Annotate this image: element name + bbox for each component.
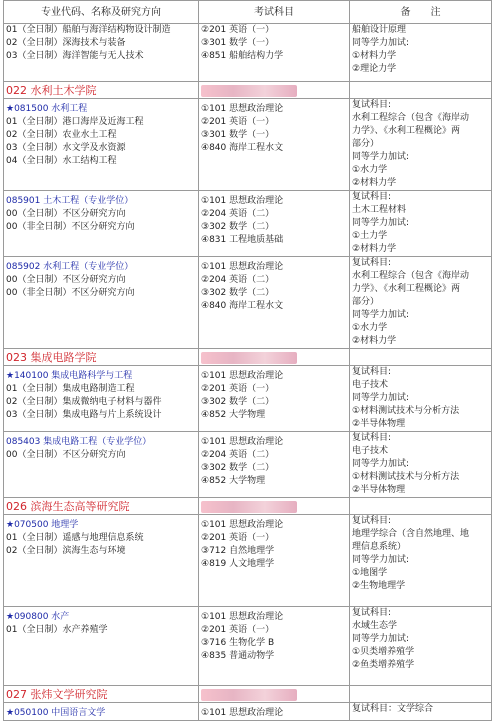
- note-line: 复试科目:: [352, 100, 392, 110]
- exam-subject: ③301 数学（一）: [201, 130, 275, 140]
- note-line: 同等学力加试:: [352, 393, 410, 403]
- note-line: 电子技术: [352, 380, 389, 390]
- major-row: [4, 432, 492, 498]
- major-row: [4, 515, 492, 607]
- exam-subject: ①101 思想政治理论: [201, 612, 284, 622]
- major-title: ★070500 地理学: [6, 520, 79, 530]
- major-row: [4, 257, 492, 349]
- redacted-cell: [199, 498, 350, 515]
- research-direction: 03（全日制）水文学及水资源: [6, 143, 126, 153]
- exam-subject: ④840 海岸工程水文: [201, 301, 284, 311]
- research-direction: 01（全日制）遥感与地理信息系统: [6, 533, 144, 543]
- exam-cell: [199, 366, 350, 432]
- exam-subject: ②201 英语（一）: [201, 117, 275, 127]
- research-direction: 03（全日制）海洋智能与无人技术: [6, 51, 144, 61]
- note-line: 同等学力加试:: [352, 38, 410, 48]
- note-line: 同等学力加试:: [352, 555, 410, 565]
- notes-cell: [350, 24, 492, 82]
- exam-subject: ③302 数学（二）: [201, 222, 275, 232]
- exam-cell: [199, 607, 350, 686]
- exam-subject: ③716 生物化学 B: [201, 638, 275, 648]
- note-line: 水利工程综合（包含《海岸动: [352, 271, 470, 281]
- exam-subject: ④852 大学物理: [201, 410, 266, 420]
- exam-subject: ④819 人文地理学: [201, 559, 275, 569]
- note-line: 力学》、《水利工程概论》两: [352, 284, 461, 294]
- note-line: 水利工程综合（包含《海岸动: [352, 113, 470, 123]
- exam-subject: ③302 数学（二）: [201, 288, 275, 298]
- exam-subject: ①101 思想政治理论: [201, 371, 284, 381]
- exam-subject: ③302 数学（二）: [201, 397, 275, 407]
- research-direction: 01（全日制）港口海岸及近海工程: [6, 117, 144, 127]
- major-row: [4, 366, 492, 432]
- college-notes-cell: [350, 686, 492, 703]
- exam-subject: ④835 普通动物学: [201, 651, 275, 661]
- redaction-blur: [201, 501, 297, 513]
- note-line: ②材料力学: [352, 244, 397, 254]
- major-cell: [4, 257, 199, 349]
- research-direction: 03（全日制）集成电路与片上系统设计: [6, 410, 162, 420]
- college-notes-cell: [350, 349, 492, 366]
- research-direction: 00（非全日制）不区分研究方向: [6, 222, 135, 232]
- notes-cell: [350, 432, 492, 498]
- note-line: 地理学综合（含自然地理、地: [352, 529, 470, 539]
- college-row: [4, 82, 492, 99]
- header-major: 专业代码、名称及研究方向: [4, 1, 199, 24]
- college-notes-cell: [350, 498, 492, 515]
- college-row: [4, 498, 492, 515]
- note-line: ②生物地理学: [352, 581, 406, 591]
- note-line: ②材料力学: [352, 336, 397, 346]
- exam-subject: ②201 英语（一）: [201, 25, 275, 35]
- major-cell: [4, 432, 199, 498]
- redacted-cell: [199, 686, 350, 703]
- redacted-cell: [199, 349, 350, 366]
- note-line: 复试科目:: [352, 367, 392, 377]
- note-line: ②半导体物理: [352, 419, 406, 429]
- exam-cell: [199, 24, 350, 82]
- exam-subject: ③301 数学（一）: [201, 38, 275, 48]
- research-direction: 01（全日制）集成电路制造工程: [6, 384, 135, 394]
- major-cell: [4, 191, 199, 257]
- major-title: ★140100 集成电路科学与工程: [6, 371, 133, 381]
- exam-subject: ①101 思想政治理论: [201, 196, 284, 206]
- exam-subject: ②201 英语（一）: [201, 384, 275, 394]
- major-row: [4, 191, 492, 257]
- note-line: 复试科目：文学综合: [352, 704, 434, 714]
- note-line: ①水力学: [352, 323, 388, 333]
- note-line: ①材料测试技术与分析方法: [352, 472, 460, 482]
- note-line: ①材料力学: [352, 51, 397, 61]
- note-line: 复试科目:: [352, 433, 392, 443]
- notes-cell: [350, 607, 492, 686]
- research-direction: 02（全日制）农业水土工程: [6, 130, 117, 140]
- note-line: 船舶设计原理: [352, 25, 407, 35]
- college-name: 022 水利土木学院: [4, 82, 199, 99]
- exam-subject: ②204 英语（二）: [201, 275, 275, 285]
- research-direction: 02（全日制）集成微纳电子材料与器件: [6, 397, 162, 407]
- table-body: [4, 24, 492, 721]
- research-direction: 00（全日制）不区分研究方向: [6, 450, 126, 460]
- exam-subject: ①101 思想政治理论: [201, 262, 284, 272]
- research-direction: 00（全日制）不区分研究方向: [6, 275, 126, 285]
- exam-cell: [199, 191, 350, 257]
- major-row: [4, 99, 492, 191]
- major-cell: [4, 366, 199, 432]
- note-line: 复试科目:: [352, 258, 392, 268]
- note-line: ②半导体物理: [352, 485, 406, 495]
- major-row: [4, 24, 492, 82]
- note-line: 部分）: [352, 297, 380, 307]
- college-row: [4, 349, 492, 366]
- major-title: 085902 水利工程（专业学位）: [6, 262, 134, 272]
- note-line: 复试科目:: [352, 516, 392, 526]
- note-line: 同等学力加试:: [352, 634, 410, 644]
- exam-cell: [199, 99, 350, 191]
- note-line: ②鱼类增养殖学: [352, 660, 415, 670]
- exam-subject: ①101 思想政治理论: [201, 520, 284, 530]
- exam-subject: ①101 思想政治理论: [201, 104, 284, 114]
- exam-subject: ④851 船舶结构力学: [201, 51, 284, 61]
- research-direction: 02（全日制）滨海生态与环境: [6, 546, 126, 556]
- note-line: ①土力学: [352, 231, 388, 241]
- notes-cell: [350, 99, 492, 191]
- exam-subject: ③302 数学（二）: [201, 463, 275, 473]
- college-name: 023 集成电路学院: [4, 349, 199, 366]
- major-cell: [4, 515, 199, 607]
- college-notes-cell: [350, 82, 492, 99]
- college-row: [4, 686, 492, 703]
- notes-cell: [350, 366, 492, 432]
- major-cell: [4, 24, 199, 82]
- header-row: [4, 1, 492, 24]
- exam-subject: ④840 海岸工程水文: [201, 143, 284, 153]
- exam-cell: [199, 432, 350, 498]
- note-line: 力学》、《水利工程概论》两: [352, 126, 461, 136]
- note-line: 土木工程材料: [352, 205, 407, 215]
- note-line: ①材料测试技术与分析方法: [352, 406, 460, 416]
- exam-subject: ③712 自然地理学: [201, 546, 275, 556]
- exam-subject: ④831 工程地质基础: [201, 235, 284, 245]
- note-line: 同等学力加试:: [352, 310, 410, 320]
- note-line: 理信息系统）: [352, 542, 407, 552]
- note-line: 同等学力加试:: [352, 152, 410, 162]
- major-title: 085403 集成电路工程（专业学位）: [6, 437, 152, 447]
- major-title: ★090800 水产: [6, 612, 70, 622]
- research-direction: 00（非全日制）不区分研究方向: [6, 288, 135, 298]
- exam-cell: [199, 257, 350, 349]
- note-line: ①贝类增养殖学: [352, 647, 415, 657]
- major-row: [4, 607, 492, 686]
- research-direction: 00（全日制）不区分研究方向: [6, 209, 126, 219]
- redacted-cell: [199, 82, 350, 99]
- college-name: 027 张炜文学研究院: [4, 686, 199, 703]
- major-cell: [4, 99, 199, 191]
- redaction-blur: [201, 689, 297, 701]
- research-direction: 01（全日制）水产养殖学: [6, 625, 108, 635]
- exam-subject: ②204 英语（二）: [201, 209, 275, 219]
- major-title: ★081500 水利工程: [6, 104, 88, 114]
- college-name: 026 滨海生态高等研究院: [4, 498, 199, 515]
- research-direction: 04（全日制）水工结构工程: [6, 156, 117, 166]
- note-line: 同等学力加试:: [352, 218, 410, 228]
- exam-subject: ④852 大学物理: [201, 476, 266, 486]
- major-cell: [4, 607, 199, 686]
- research-direction: 01（全日制）船舶与海洋结构物设计制造: [6, 25, 171, 35]
- note-line: 同等学力加试:: [352, 459, 410, 469]
- notes-cell: [350, 515, 492, 607]
- exam-subject: ②204 英语（二）: [201, 450, 275, 460]
- note-line: ①地图学: [352, 568, 388, 578]
- notes-cell: [350, 191, 492, 257]
- exam-subject: ①101 思想政治理论: [201, 708, 284, 718]
- redaction-blur: [201, 352, 297, 364]
- exam-subject: ①101 思想政治理论: [201, 437, 284, 447]
- note-line: 复试科目:: [352, 608, 392, 618]
- exam-subject: ②201 英语（一）: [201, 533, 275, 543]
- header-notes: 备 注: [350, 1, 492, 24]
- major-title: ★050100 中国语言文学: [6, 708, 106, 718]
- note-line: 水域生态学: [352, 621, 398, 631]
- note-line: 部分）: [352, 139, 380, 149]
- header-exams: 考试科目: [199, 1, 350, 24]
- exam-subject: ②201 英语（一）: [201, 625, 275, 635]
- note-line: ②理论力学: [352, 64, 397, 74]
- notes-cell: [350, 257, 492, 349]
- research-direction: 02（全日制）深海技术与装备: [6, 38, 126, 48]
- major-title: 085901 土木工程（专业学位）: [6, 196, 134, 206]
- redaction-blur: [201, 85, 297, 97]
- admissions-table: [3, 0, 492, 721]
- note-line: 复试科目:: [352, 192, 392, 202]
- exam-cell: [199, 515, 350, 607]
- note-line: ②材料力学: [352, 178, 397, 188]
- note-line: ①水力学: [352, 165, 388, 175]
- note-line: 电子技术: [352, 446, 389, 456]
